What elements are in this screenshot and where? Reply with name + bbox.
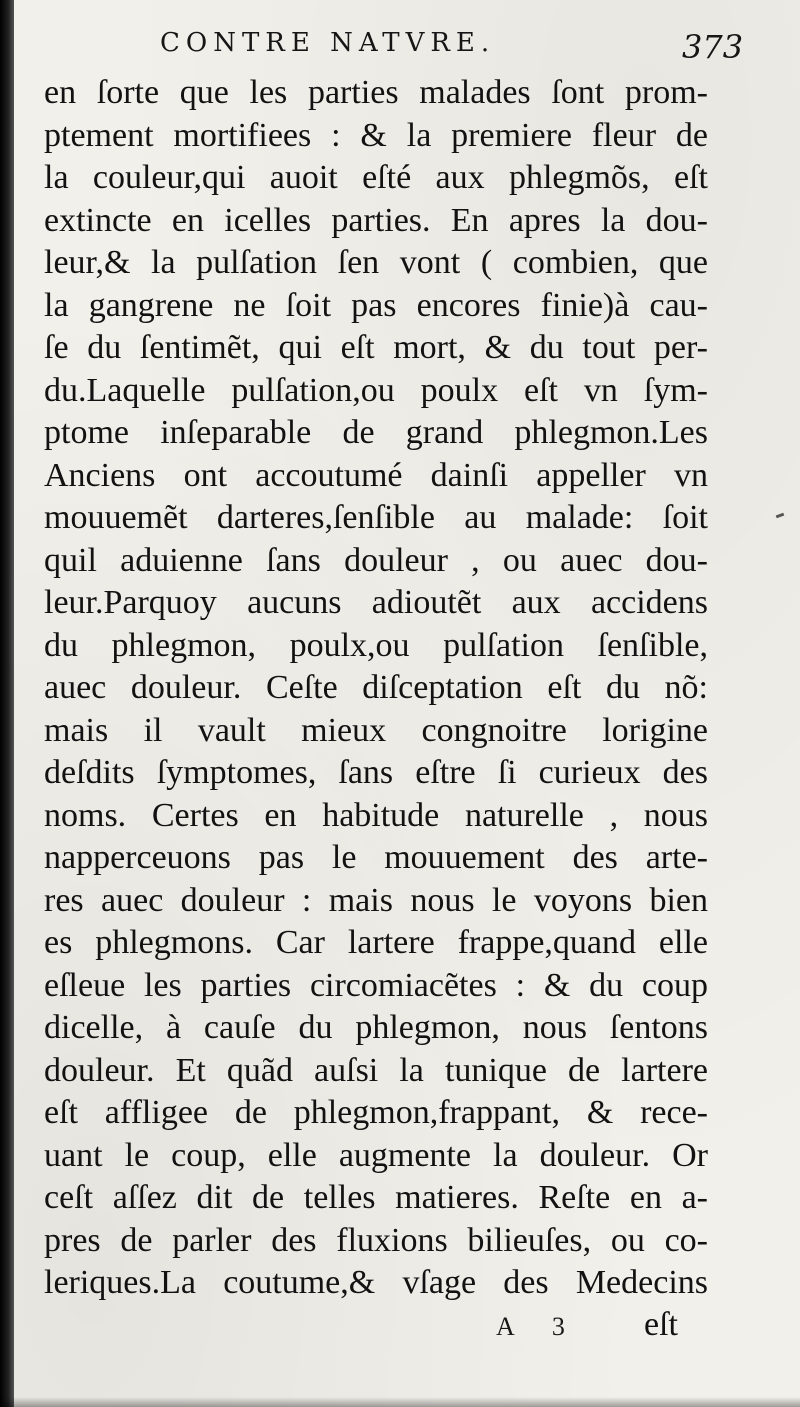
text-line: eſleue les parties circomiacẽtes : & du coup: [44, 966, 708, 1004]
text-line: en ſorte que les parties malades ſont prom-: [44, 74, 708, 111]
text-line: la gangrene ne ſoit pas encores finie)à cau-: [44, 286, 708, 324]
text-line: auec douleur. Ceſte diſceptation eſt du nõ:: [44, 669, 708, 706]
signature-mark: A 3: [496, 1312, 581, 1341]
text-line: ptement mortifiees : & la premiere fleur de: [44, 116, 708, 154]
text-line: ſe du ſentimẽt, qui eſt mort, & du tout per-: [44, 329, 708, 366]
catchword: eſt: [644, 1306, 678, 1343]
text-line: douleur. Et quãd auſsi la tunique de lartere: [44, 1051, 708, 1089]
page-edge-shadow: [0, 0, 14, 1407]
text-line: leur.Parquoy aucuns adioutẽt aux accidens: [44, 584, 708, 621]
text-line: du.Laquelle pulſation,ou poulx eſt vn ſym-: [44, 371, 708, 409]
text-line: mais il vault mieux congnoitre lorigine: [44, 711, 708, 749]
text-line: Anciens ont accoutumé dainſi appeller vn: [44, 456, 708, 494]
text-line: dicelle, à cauſe du phlegmon, nous ſentons: [44, 1009, 708, 1046]
text-line: leur,& la pulſation ſen vont ( combien, que: [44, 244, 708, 281]
text-line: uant le coup, elle augmente la douleur. Or: [44, 1136, 708, 1174]
text-line: la couleur,qui auoit eſté aux phlegmõs, eſt: [44, 159, 708, 196]
bottom-edge-shadow: [0, 1397, 800, 1407]
page-footer: [14, 1306, 800, 1356]
text-line: res auec douleur : mais nous le voyons bien: [44, 881, 708, 919]
ink-speck: [776, 513, 785, 519]
text-line: eſt affligee de phlegmon,frappant, & rece-: [44, 1094, 708, 1131]
text-line: mouuemẽt darteres,ſenſible au malade: ſoit: [44, 499, 708, 536]
page-header: [14, 22, 800, 70]
text-line: deſdits ſymptomes, ſans eſtre ſi curieux des: [44, 754, 708, 791]
text-line: napperceuons pas le mouuement des arte-: [44, 839, 708, 876]
text-line: ptome inſeparable de grand phlegmon.Les: [44, 414, 708, 451]
page-number: 373: [682, 28, 744, 66]
text-line: du phlegmon, poulx,ou pulſation ſenſible,: [44, 626, 708, 664]
book-page: [14, 0, 800, 1407]
text-line: noms. Certes en habitude naturelle , nous: [44, 796, 708, 834]
text-line: extincte en icelles parties. En apres la dou-: [44, 201, 708, 239]
text-line: quil aduienne ſans douleur , ou auec dou-: [44, 541, 708, 579]
text-line: pres de parler des fluxions bilieuſes, ou co-: [44, 1221, 708, 1259]
body-text: [44, 72, 708, 1305]
text-line: leriques.La coutume,& vſage des Medecins: [44, 1264, 708, 1301]
text-line: es phlegmons. Car lartere frappe,quand elle: [44, 924, 708, 961]
text-line: ceſt aſſez dit de telles matieres. Reſte en a-: [44, 1179, 708, 1216]
running-head: CONTRE NATVRE.: [160, 28, 496, 58]
